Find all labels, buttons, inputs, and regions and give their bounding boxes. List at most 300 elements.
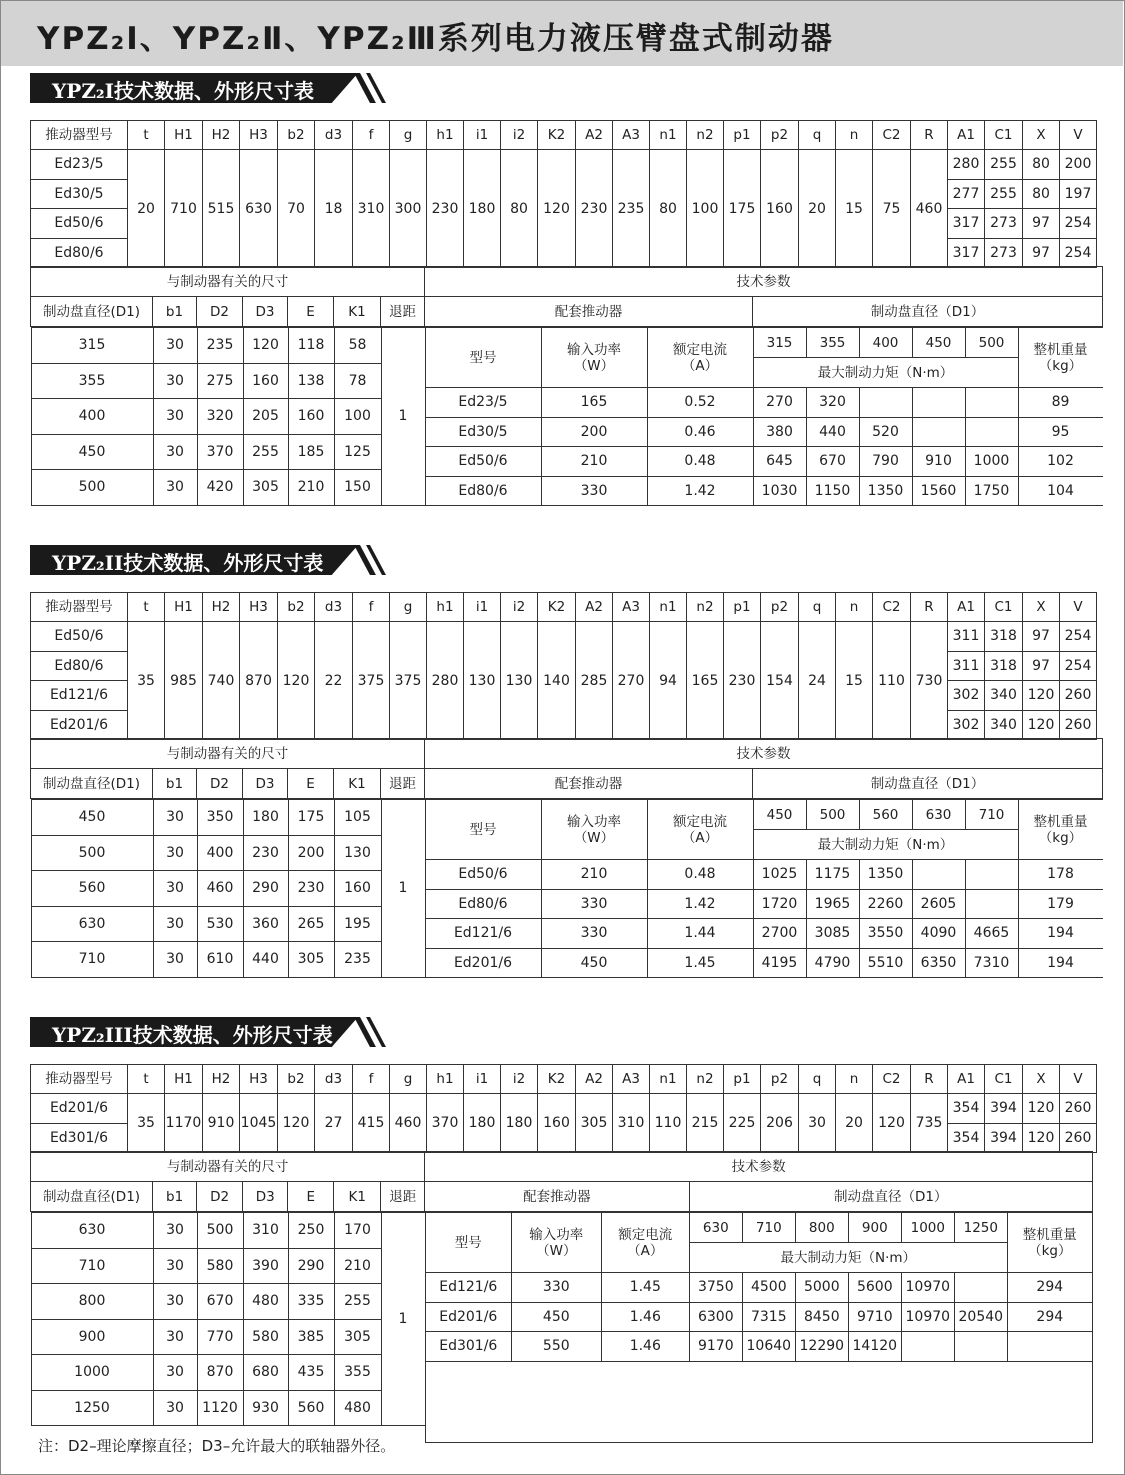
column-header: X: [1023, 593, 1060, 622]
column-header: q: [799, 1065, 836, 1094]
brake-dimension-cell: 210: [334, 1248, 381, 1284]
input-power-header: [541, 800, 647, 860]
brake-row: [31, 1390, 425, 1426]
rated-current-cell: 1.46: [601, 1332, 689, 1362]
shared-dimension-cell: 180: [464, 150, 501, 268]
brake-spec-table: [30, 1151, 1093, 1443]
per-model-dimension-cell: 120: [1023, 1123, 1060, 1153]
shared-dimension-cell: 310: [613, 1094, 650, 1153]
column-header: H2: [203, 593, 240, 622]
shared-dimension-cell: 100: [687, 150, 724, 268]
torque-cell: 14120: [848, 1332, 901, 1362]
column-header: g: [390, 593, 427, 622]
column-header: H3: [240, 1065, 278, 1094]
per-model-dimension-cell: 97: [1023, 651, 1060, 681]
brake-dimensions-label: 与制动器有关的尺寸: [31, 739, 425, 769]
column-header: A2: [576, 1065, 613, 1094]
input-power-cell: 330: [541, 919, 647, 949]
thruster-model-cell: Ed23/5: [31, 150, 128, 180]
torque-cell: [965, 388, 1018, 418]
disc-diameter-label: 制动盘直径（D1）: [753, 297, 1103, 327]
brake-row: [31, 434, 425, 470]
input-power-cell: 550: [511, 1332, 601, 1362]
shared-dimension-cell: 120: [873, 1094, 911, 1153]
rated-current-cell: 1.45: [647, 948, 753, 978]
brake-dimension-cell: 290: [243, 871, 288, 907]
brake-row: [31, 363, 425, 399]
column-header: p1: [724, 121, 761, 150]
torque-cell: [965, 889, 1018, 919]
column-header: V: [1060, 121, 1097, 150]
disc-size-header: 560: [859, 800, 912, 830]
dimension-table: [30, 120, 1097, 268]
disc-size-header: 400: [859, 328, 912, 358]
brake-dimension-cell: 30: [153, 434, 197, 470]
disc-size-header: 1250: [954, 1213, 1007, 1243]
shared-dimension-cell: 110: [873, 622, 911, 740]
disc-size-header: 710: [742, 1213, 795, 1243]
torque-cell: 4090: [912, 919, 965, 949]
per-model-dimension-cell: 311: [948, 622, 985, 652]
brake-row: [31, 1213, 425, 1249]
column-header: i2: [501, 593, 538, 622]
per-model-dimension-cell: 260: [1060, 1123, 1097, 1153]
column-header: d3: [315, 1065, 353, 1094]
column-header: C2: [873, 593, 911, 622]
thruster-model-cell: Ed80/6: [425, 889, 541, 919]
column-header: E: [288, 769, 334, 799]
shared-dimension-cell: 270: [613, 622, 650, 740]
column-header: f: [353, 121, 390, 150]
column-header: f: [353, 1065, 390, 1094]
torque-cell: 790: [859, 447, 912, 477]
per-model-dimension-cell: 277: [948, 179, 985, 209]
brake-dimension-cell: 580: [243, 1319, 288, 1355]
per-model-dimension-cell: 354: [948, 1094, 985, 1124]
disc-diameter-cell: 560: [31, 871, 153, 907]
dimension-header-row: [31, 121, 1097, 150]
brake-dimension-cell: 200: [288, 835, 334, 871]
shared-dimension-cell: 120: [278, 1094, 315, 1153]
thruster-row: [425, 1273, 1092, 1303]
shared-dimension-cell: 1170: [165, 1094, 203, 1153]
brake-row: [31, 470, 425, 506]
input-power-header: [541, 328, 647, 388]
brake-dimension-block: [31, 1212, 425, 1443]
per-model-dimension-cell: 120: [1023, 681, 1060, 711]
shared-dimension-cell: 1045: [240, 1094, 278, 1153]
shared-dimension-cell: 94: [650, 622, 687, 740]
column-header: n2: [687, 121, 724, 150]
brake-dimension-cell: 30: [153, 1319, 197, 1355]
input-power-cell: 330: [541, 889, 647, 919]
brake-dimension-cell: 30: [153, 1355, 197, 1391]
column-header: E: [288, 1182, 334, 1212]
brake-dimension-cell: 440: [243, 942, 288, 978]
column-header: C1: [985, 1065, 1023, 1094]
column-header: b1: [153, 1182, 197, 1212]
shared-dimension-cell: 20: [836, 1094, 873, 1153]
thruster-model-cell: Ed121/6: [425, 919, 541, 949]
brake-dimension-cell: 105: [334, 800, 381, 836]
section-heading: YPZ₂II技术数据、外形尺寸表: [52, 551, 324, 575]
torque-cell: [901, 1332, 954, 1362]
disc-size-header: 355: [806, 328, 859, 358]
brake-dimension-cell: 610: [197, 942, 243, 978]
per-model-dimension-cell: 273: [985, 238, 1023, 268]
per-model-dimension-cell: 317: [948, 238, 985, 268]
brake-dimension-cell: 305: [288, 942, 334, 978]
brake-body-row: [31, 327, 1103, 507]
torque-cell: 1350: [859, 860, 912, 890]
shared-dimension-cell: 175: [724, 150, 761, 268]
brake-dimension-cell: 138: [288, 363, 334, 399]
brake-dimension-cell: 265: [288, 906, 334, 942]
torque-cell: 440: [806, 417, 859, 447]
column-header: A3: [613, 1065, 650, 1094]
column-header: D2: [197, 297, 243, 327]
column-header: H3: [240, 593, 278, 622]
brake-dimension-cell: 370: [197, 434, 243, 470]
column-header: n: [836, 121, 873, 150]
column-header: H2: [203, 1065, 240, 1094]
brake-dimension-cell: 195: [334, 906, 381, 942]
weight-label: 整机重量: [1022, 1226, 1077, 1243]
torque-cell: 5510: [859, 948, 912, 978]
group-header-row: [31, 1152, 1093, 1182]
shared-dimension-cell: 375: [390, 622, 427, 740]
column-header: V: [1060, 593, 1097, 622]
column-header: n1: [650, 593, 687, 622]
brake-dimension-cell: 435: [288, 1355, 334, 1391]
column-header: 制动盘直径(D1): [31, 1182, 153, 1212]
torque-cell: [859, 388, 912, 418]
torque-cell: 3550: [859, 919, 912, 949]
torque-cell: [912, 860, 965, 890]
brake-dimension-cell: 460: [197, 871, 243, 907]
per-model-dimension-cell: 255: [985, 179, 1023, 209]
brake-body-row: [31, 799, 1103, 979]
per-model-dimension-cell: 120: [1023, 710, 1060, 740]
brake-header-row: [31, 1182, 1093, 1212]
shared-dimension-cell: 110: [650, 1094, 687, 1153]
thruster-row: [425, 388, 1103, 418]
dimension-table: [30, 592, 1097, 740]
per-model-dimension-cell: 80: [1023, 150, 1060, 180]
torque-cell: 520: [859, 417, 912, 447]
matched-thruster-label: 配套推动器: [425, 769, 753, 799]
brake-dimension-cell: 30: [153, 800, 197, 836]
column-header: b2: [278, 1065, 315, 1094]
shared-dimension-cell: 710: [165, 150, 203, 268]
brake-row: [31, 1284, 425, 1320]
shared-dimension-cell: 910: [203, 1094, 240, 1153]
weight-cell: 104: [1018, 476, 1103, 506]
thruster-header-row: [425, 1213, 1092, 1243]
thruster-row: [425, 889, 1103, 919]
shared-dimension-cell: 35: [128, 1094, 165, 1153]
shared-dimension-cell: 515: [203, 150, 240, 268]
column-header: D2: [197, 1182, 243, 1212]
thruster-model-cell: Ed301/6: [425, 1332, 511, 1362]
thruster-spec-block: [425, 327, 1103, 507]
brake-body-row: [31, 1212, 1093, 1443]
column-header: D3: [243, 297, 288, 327]
column-header: i1: [464, 593, 501, 622]
weight-cell: 102: [1018, 447, 1103, 477]
shared-dimension-cell: 165: [687, 622, 724, 740]
torque-cell: 270: [753, 388, 806, 418]
disc-diameter-cell: 450: [31, 800, 153, 836]
max-torque-label: 最大制动力矩（N·m）: [753, 358, 1018, 388]
brake-dimension-cell: 150: [334, 470, 381, 506]
brake-dimension-cell: 230: [243, 835, 288, 871]
brake-row: [31, 399, 425, 435]
thruster-row: [425, 919, 1103, 949]
brake-dimension-cell: 118: [288, 328, 334, 364]
per-model-dimension-cell: 97: [1023, 209, 1060, 239]
column-header: i1: [464, 121, 501, 150]
column-header: i2: [501, 1065, 538, 1094]
column-header: q: [799, 121, 836, 150]
thruster-header-row: [425, 800, 1103, 830]
column-header: i1: [464, 1065, 501, 1094]
shared-dimension-cell: 735: [911, 1094, 948, 1153]
column-header: p1: [724, 593, 761, 622]
shared-dimension-cell: 180: [501, 1094, 538, 1153]
brake-dimension-cell: 680: [243, 1355, 288, 1391]
per-model-dimension-cell: 302: [948, 681, 985, 711]
shared-dimension-cell: 206: [761, 1094, 799, 1153]
brake-dimension-cell: 235: [334, 942, 381, 978]
brake-dimension-cell: 30: [153, 1284, 197, 1320]
brake-spec-table: [30, 266, 1103, 506]
shared-dimension-cell: 215: [687, 1094, 724, 1153]
thruster-header-row: [425, 328, 1103, 358]
brake-row: [31, 906, 425, 942]
torque-cell: [912, 388, 965, 418]
input-power-unit: （W）: [573, 357, 615, 374]
torque-cell: [912, 417, 965, 447]
column-header: b1: [153, 297, 197, 327]
thruster-model-cell: Ed201/6: [425, 1302, 511, 1332]
disc-size-header: 800: [795, 1213, 848, 1243]
brake-dimension-cell: 30: [153, 1390, 197, 1426]
brake-dimension-cell: 30: [153, 328, 197, 364]
weight-cell: 178: [1018, 860, 1103, 890]
thruster-model-cell: Ed201/6: [31, 1094, 128, 1124]
torque-cell: 1000: [965, 447, 1018, 477]
rated-current-header: [647, 800, 753, 860]
torque-cell: [954, 1273, 1007, 1303]
brake-dimension-cell: 580: [197, 1248, 243, 1284]
weight-cell: 294: [1007, 1302, 1092, 1332]
max-torque-label: 最大制动力矩（N·m）: [753, 830, 1018, 860]
brake-dimension-cell: 30: [153, 906, 197, 942]
torque-cell: [965, 860, 1018, 890]
torque-cell: 9710: [848, 1302, 901, 1332]
brake-dimension-cell: 560: [288, 1390, 334, 1426]
torque-cell: 4500: [742, 1273, 795, 1303]
dimension-table: [30, 1064, 1097, 1153]
torque-cell: [954, 1332, 1007, 1362]
matched-thruster-label: 配套推动器: [425, 1182, 689, 1212]
thruster-model-cell: Ed23/5: [425, 388, 541, 418]
column-header: K1: [334, 1182, 381, 1212]
per-model-dimension-cell: 318: [985, 622, 1023, 652]
thruster-row: [425, 476, 1103, 506]
max-torque-label: 最大制动力矩（N·m）: [689, 1243, 1007, 1273]
per-model-dimension-cell: 200: [1060, 150, 1097, 180]
disc-size-header: 710: [965, 800, 1018, 830]
technical-parameters-label: 技术参数: [425, 739, 1103, 769]
shared-dimension-cell: 310: [353, 150, 390, 268]
shared-dimension-cell: 230: [724, 622, 761, 740]
thruster-spec-block: [425, 1212, 1093, 1443]
per-model-dimension-cell: 340: [985, 681, 1023, 711]
rated-current-cell: 1.45: [601, 1273, 689, 1303]
brake-dimension-cell: 480: [334, 1390, 381, 1426]
disc-diameter-label: 制动盘直径（D1）: [753, 769, 1103, 799]
column-header: b2: [278, 593, 315, 622]
brake-dimension-cell: 230: [288, 871, 334, 907]
brake-dimension-cell: 360: [243, 906, 288, 942]
torque-cell: 10970: [901, 1273, 954, 1303]
model-row: [31, 150, 1097, 180]
technical-parameters-label: 技术参数: [425, 1152, 1093, 1182]
brake-dimension-cell: 100: [334, 399, 381, 435]
weight-unit: （kg）: [1038, 357, 1083, 374]
brake-dimension-cell: 335: [288, 1284, 334, 1320]
disc-diameter-cell: 1000: [31, 1355, 153, 1391]
column-header: h1: [427, 1065, 464, 1094]
thruster-model-cell: Ed121/6: [31, 681, 128, 711]
brake-dimension-block: [31, 327, 425, 507]
column-header: D3: [243, 769, 288, 799]
column-header: 退距: [381, 1182, 425, 1212]
column-header: f: [353, 593, 390, 622]
column-header: n1: [650, 121, 687, 150]
brake-header-row: [31, 297, 1103, 327]
brake-dimension-cell: 250: [288, 1213, 334, 1249]
brake-dimension-rows: [31, 1212, 425, 1426]
column-header: K2: [538, 1065, 576, 1094]
rated-current-cell: 0.48: [647, 860, 753, 890]
shared-dimension-cell: 370: [427, 1094, 464, 1153]
rated-current-unit: （A）: [681, 357, 719, 374]
column-header: n: [836, 593, 873, 622]
rated-current-unit: （A）: [681, 829, 719, 846]
torque-cell: 380: [753, 417, 806, 447]
thruster-row: [425, 1332, 1092, 1362]
column-header: q: [799, 593, 836, 622]
brake-dimension-cell: 420: [197, 470, 243, 506]
model-header: 型号: [425, 328, 541, 388]
brake-dimension-cell: 770: [197, 1319, 243, 1355]
column-header: C2: [873, 1065, 911, 1094]
shared-dimension-cell: 24: [799, 622, 836, 740]
thruster-model-cell: Ed50/6: [425, 860, 541, 890]
brake-row: [31, 871, 425, 907]
torque-cell: 20540: [954, 1302, 1007, 1332]
brake-row: [31, 942, 425, 978]
rated-current-cell: 0.48: [647, 447, 753, 477]
brake-dimension-cell: 530: [197, 906, 243, 942]
input-power-cell: 200: [541, 417, 647, 447]
per-model-dimension-cell: 311: [948, 651, 985, 681]
input-power-unit: （W）: [573, 829, 615, 846]
disc-diameter-cell: 710: [31, 942, 153, 978]
disc-size-header: 315: [753, 328, 806, 358]
shared-dimension-cell: 740: [203, 622, 240, 740]
footnote: 注：D2–理论摩擦直径；D3–允许最大的联轴器外径。: [38, 1437, 396, 1455]
rated-current-label: 额定电流: [673, 813, 727, 830]
column-header: A1: [948, 121, 985, 150]
disc-diameter-cell: 630: [31, 906, 153, 942]
torque-cell: 10640: [742, 1332, 795, 1362]
brake-dimension-cell: 1120: [197, 1390, 243, 1426]
torque-cell: 4790: [806, 948, 859, 978]
shared-dimension-cell: 20: [128, 150, 165, 268]
disc-diameter-cell: 400: [31, 399, 153, 435]
disc-diameter-cell: 355: [31, 363, 153, 399]
brake-dimension-cell: 310: [243, 1213, 288, 1249]
weight-cell: 179: [1018, 889, 1103, 919]
brake-dimension-cell: 180: [243, 800, 288, 836]
column-header: H1: [165, 593, 203, 622]
torque-cell: 8450: [795, 1302, 848, 1332]
shared-dimension-cell: 230: [576, 150, 613, 268]
shared-dimension-cell: 730: [911, 622, 948, 740]
column-header: C1: [985, 593, 1023, 622]
column-header: A1: [948, 1065, 985, 1094]
torque-cell: 7310: [965, 948, 1018, 978]
disc-size-header: 500: [965, 328, 1018, 358]
shared-dimension-cell: 140: [538, 622, 576, 740]
column-header: C1: [985, 121, 1023, 150]
torque-cell: 10970: [901, 1302, 954, 1332]
disc-diameter-cell: 800: [31, 1284, 153, 1320]
column-header: g: [390, 1065, 427, 1094]
section-heading: YPZ₂I技术数据、外形尺寸表: [52, 79, 315, 103]
shared-dimension-cell: 27: [315, 1094, 353, 1153]
disc-diameter-cell: 710: [31, 1248, 153, 1284]
rated-current-cell: 1.42: [647, 476, 753, 506]
shared-dimension-cell: 235: [613, 150, 650, 268]
torque-cell: 1965: [806, 889, 859, 919]
thruster-model-cell: Ed30/5: [31, 179, 128, 209]
column-header: H2: [203, 121, 240, 150]
disc-size-header: 630: [689, 1213, 742, 1243]
column-header: 推动器型号: [31, 593, 128, 622]
thruster-spec-block: [425, 799, 1103, 979]
column-header: X: [1023, 1065, 1060, 1094]
thruster-model-cell: Ed201/6: [425, 948, 541, 978]
disc-diameter-cell: 500: [31, 470, 153, 506]
input-power-unit: （W）: [536, 1242, 577, 1259]
brake-dimension-cell: 670: [197, 1284, 243, 1320]
shared-dimension-cell: 180: [464, 1094, 501, 1153]
column-header: R: [911, 1065, 948, 1094]
shared-dimension-cell: 630: [240, 150, 278, 268]
brake-dimension-block: [31, 799, 425, 979]
brake-dimension-cell: 210: [288, 470, 334, 506]
disc-size-header: 900: [848, 1213, 901, 1243]
column-header: g: [390, 121, 427, 150]
shared-dimension-cell: 160: [761, 150, 799, 268]
brake-dimension-cell: 305: [243, 470, 288, 506]
shared-dimension-cell: 375: [353, 622, 390, 740]
